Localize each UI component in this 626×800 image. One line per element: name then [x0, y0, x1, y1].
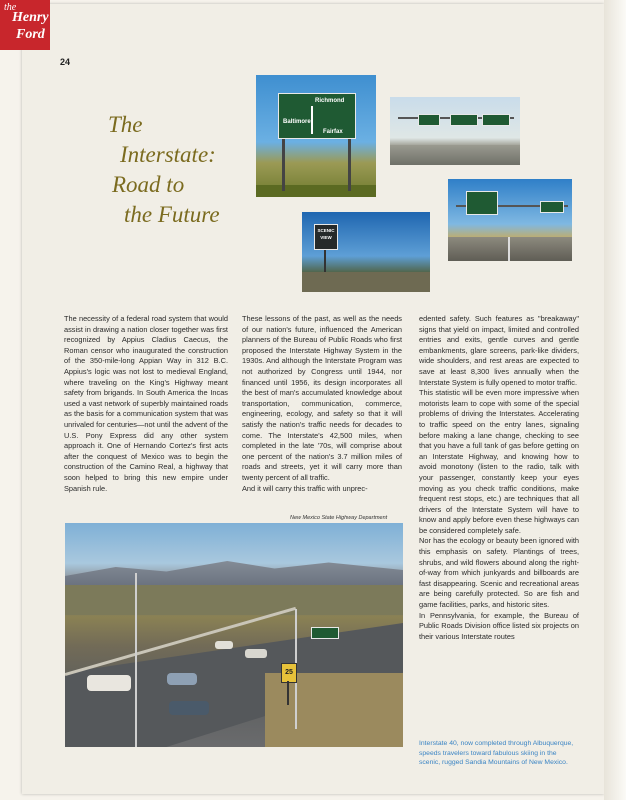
sign-speed-25 [281, 663, 297, 683]
article-column-2: These lessons of the past, as well as the needs of our nation's future, influenced the American planners of the Bureau of Public Roads who first proposed the Interstate Highway System in the 1930s. And although the Interstate Program was not authorized by Congress until 1944, nor financed until 1956, its design incorporates all the best of man's accumulated knowledge about transportation, communication, commerce, engineering, ecology, and safety so that it will satisfy the nation's traffic needs for decades to come. The Interstate's 42,500 miles, when completed in the late '70s, will comprise about one percent of the nation's 3.7 million miles of roads and streets, yet it will carry more than twenty percent of all traffic. And it will carry this traffic with unprec- [242, 314, 402, 493]
page-number: 24 [60, 57, 71, 67]
logo-ford: Ford [16, 27, 45, 42]
photo-interstate-40-albuquerque [65, 523, 403, 747]
title-line-4: the Future [124, 202, 220, 227]
photo-overhead-sign-gantry [390, 97, 520, 165]
sign-text-richmond: Richmond [315, 98, 345, 104]
photo-highway-sign-richmond [256, 75, 376, 197]
article-column-1: The necessity of a federal road system that would assist in drawing a nation closer together was first recognized by Appius Cladius Caecus, the Roman censor who inaugurated the construction of the 350-mile-long Appian Way in 312 B.C. Appius's logic was not lost to medieval England, where traveling on the King's Highway meant safety from brigands. In South America the Incas used a vast network of superbly maintained roads as the basis for a communication system that was unrivaled for centuries—not until the advent of the U.S. Pony Express did any other system approach it. One of Hernando Cortez's first acts after the conquest of Mexico was to begin the construction of the Camino Real, a highway that soon helped to bring this new empire under Spanish rule. [64, 314, 228, 493]
title-line-1: The [108, 112, 143, 137]
logo-henry: Henry [12, 10, 49, 25]
sign-scenic-view [314, 224, 338, 250]
henry-ford-logo[interactable] [0, 0, 50, 50]
photo-scenic-view-sign [302, 212, 430, 292]
photo-credit: New Mexico State Highway Department [290, 515, 388, 521]
photo-green-sign-roadway [448, 179, 572, 261]
sign-text-scenic-view: SCENIC VIEW [317, 228, 335, 240]
sign-text-fairfax: Fairfax [323, 129, 343, 135]
title-line-3: Road to [112, 172, 185, 197]
page-gutter [604, 0, 626, 800]
title-line-2: Interstate: [120, 142, 216, 167]
sign-text-25: 25 [285, 669, 293, 676]
photo-caption: Interstate 40, now completed through Albuquerque, speeds travelers toward fabulous skiing in the scenic, rugged Sandia Mountains of New Mexico. [419, 740, 574, 766]
logo-the: the [4, 2, 17, 13]
sign-text-baltimore: Baltimore [283, 119, 311, 125]
article-column-3: edented safety. Such features as "breakaway" signs that yield on impact, limited and controlled entries and exits, gentle curves and gentle embankments, glare screens, park-like dividers, wide shoulders, and rest areas are expected to save at least 8,300 lives annually when the Interstate System is fully opened to motor traffic. This statistic will be even more impressive when motorists learn to cope with some of the special problems of driving the Interstates. Accelerating to traffic speed on the entry lanes, signaling before making a lane change, checking to see that you have a full tank of gas before getting on an Interstate Highway, and knowing how to avoid monotony (listen to the radio, talk with your passenger, constantly keep your eyes moving as you check traffic conditions, make frequent rest stops, etc.) are techniques that all drivers of the Interstate System will have to know and apply before even these highways can be considered completely safe. Nor has the ecology or beauty been ignored with this emphasis on safety. Plantings of trees, shrubs, and wild flowers abound along the right-of-way from which junkyards and billboards are fast disappearing. Scenic and recreational areas are being carefully protected. So are fish and game facilities, parks, and historic sites. In Pennsylvania, for example, the Bureau of Public Roads Division office listed six projects on their various Interstate routes [419, 314, 579, 641]
sign-richmond-baltimore-fairfax [278, 93, 356, 139]
